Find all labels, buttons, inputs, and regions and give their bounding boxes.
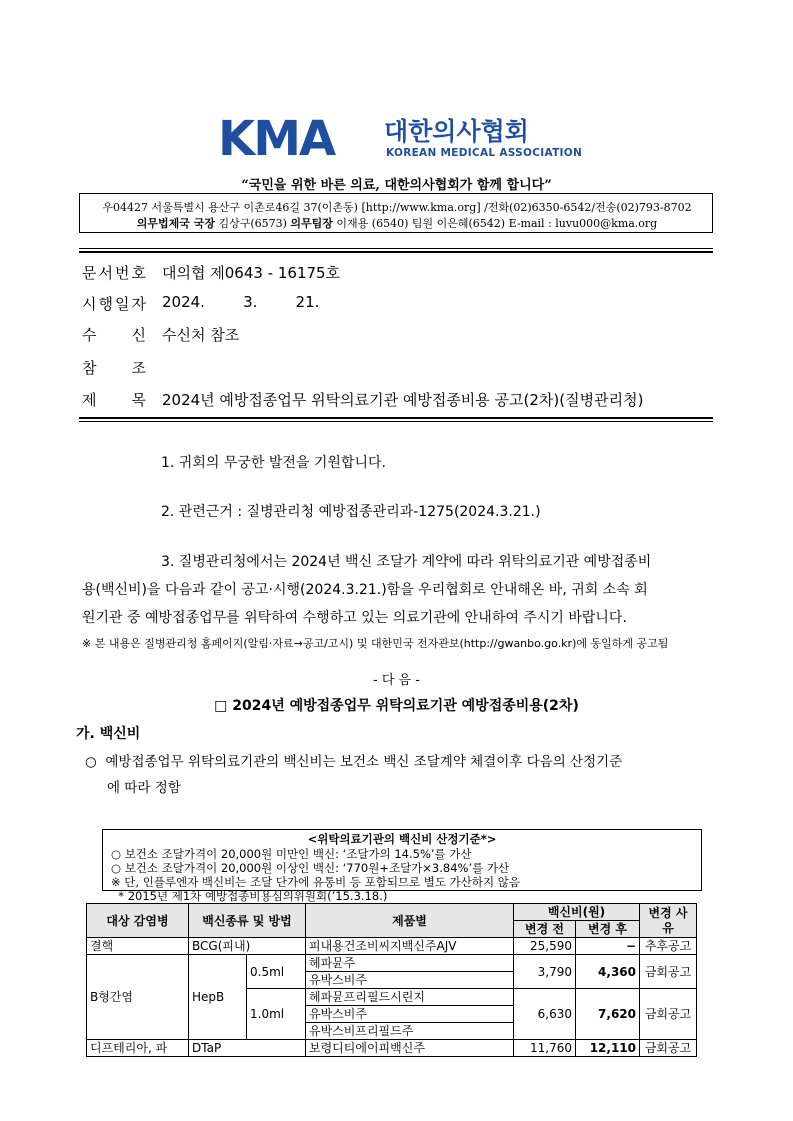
slogan: “국민을 위한 바른 의료, 대한의사협회가 함께 합니다” (241, 178, 552, 193)
meta-label: 참 조 (82, 359, 146, 377)
cell-disease: B형간염 (87, 955, 189, 1040)
bullet-line-1: ○ 예방접종업무 위탁의료기관의 백신비는 보건소 백신 조달계약 체결이후 다음의 산정기준 (85, 754, 623, 770)
cell-after: 12,110 (576, 1040, 640, 1057)
dept-title: 의무법제국 국장 (136, 217, 215, 230)
cell-disease: 결핵 (87, 938, 189, 955)
dept-head: 김상구(6573) (214, 217, 291, 230)
cell-product: 유박스비프리필드주 (306, 1023, 514, 1040)
criteria-title: <위탁의료기관의 백신비 산정기준*> (307, 832, 497, 846)
meta-value: 2024년 예방접종업무 위탁의료기관 예방접종비용 공고(2차)(질병관리청) (162, 391, 644, 409)
paragraph-3-line-3: 원기관 중 예방접종업무를 위탁하여 수행하고 있는 의료기관에 안내하여 주시기 바랍니다. (82, 610, 627, 626)
address-line-1: 우04427 서울특별시 용산구 이촌로46길 37(이촌동) [http://www.kma.org] /전화(02)6350-6542/전송(02)793-8702 (102, 201, 692, 214)
header-product: 제품별 (306, 904, 514, 938)
notice-note: ※ 본 내용은 질병관리청 홈페이지(알림·자료→공고/고시) 및 대한민국 전자관보(http://gwanbo.go.kr)에 동일하게 공고됨 (82, 637, 669, 650)
cell-disease: 디프테리아, 파 (87, 1040, 189, 1057)
table-row (87, 938, 697, 955)
cell-dose: 1.0ml (247, 989, 306, 1040)
criteria-box (102, 829, 702, 903)
cell-product: 유박스비주 (306, 1006, 514, 1023)
cell-reason: 금회공고 (640, 955, 697, 989)
top-divider (79, 248, 713, 253)
cell-product: 보령디티에이피백신주 (306, 1040, 514, 1057)
meta-value: 2024. 3. 21. (162, 293, 320, 311)
cell-reason: 금회공고 (640, 1040, 697, 1057)
logo-en-text: KMA (218, 118, 335, 158)
header-vaccine-method: 백신종류 및 방법 (189, 904, 306, 938)
team-contact: 이재용 (6540) 팀원 이은혜(6542) E-mail : luvu000@kma.org (332, 217, 658, 230)
cell-after: 4,360 (576, 955, 640, 989)
paragraph-1: 1. 귀회의 무궁한 발전을 기원합니다. (161, 455, 386, 471)
header-before: 변경 전 (514, 921, 576, 938)
meta-row-reference (0, 357, 793, 377)
meta-row-recipient (0, 324, 793, 344)
kma-logo-mark (218, 118, 378, 158)
address-line-2 (80, 215, 714, 231)
vaccine-cost-table (86, 903, 697, 1057)
meta-row-date (0, 293, 793, 313)
table-row (87, 1040, 697, 1057)
cell-product: 유박스비주 (306, 972, 514, 989)
address-box (79, 193, 713, 233)
cell-after: 7,620 (576, 989, 640, 1040)
criteria-line-2: ○ 보건소 조달가격이 20,000원 이상인 백신: ‘770원+조달가×3.84%’를 가산 (111, 861, 510, 875)
criteria-line-4: * 2015년 제1차 예방접종비용심의위원회(’15.3.18.) (111, 889, 388, 903)
cell-vaccine: BCG(피내) (189, 938, 306, 955)
cell-before: 25,590 (514, 938, 576, 955)
meta-label: 수 신 (82, 326, 146, 344)
header-disease: 대상 감염병 (87, 904, 189, 938)
cell-product: 피내용건조비씨지백신주AJV (306, 938, 514, 955)
section-title: □ 2024년 예방접종업무 위탁의료기관 예방접종비용(2차) (214, 698, 579, 714)
bullet-line-2: 에 따라 정함 (107, 780, 181, 796)
cell-before: 3,790 (514, 955, 576, 989)
cell-reason: 금회공고 (640, 989, 697, 1040)
meta-bottom-divider (79, 417, 713, 422)
meta-row-doc-number (0, 262, 793, 282)
table-row (87, 955, 697, 972)
meta-label: 제 목 (82, 391, 146, 409)
sub-title: 가. 백신비 (76, 726, 141, 742)
logo-english-name: KOREAN MEDICAL ASSOCIATION (386, 147, 583, 159)
criteria-line-1: ○ 보건소 조달가격이 20,000원 미만인 백신: ‘조달가의 14.5%’를 가산 (111, 847, 472, 861)
cell-dose: 0.5ml (247, 955, 306, 989)
paragraph-3-line-1: 3. 질병관리청에서는 2024년 백신 조달가 계약에 따라 위탁의료기관 예방접종비 (161, 554, 652, 570)
cell-before: 11,760 (514, 1040, 576, 1057)
meta-value: 수신처 참조 (162, 326, 240, 344)
header-reason: 변경 사유 (640, 904, 697, 938)
meta-value: 대의협 제0643 - 16175호 (162, 264, 341, 282)
cell-product: 헤파뮨주 (306, 955, 514, 972)
logo-korean-name: 대한의사협회 (384, 117, 529, 146)
cell-vaccine: HepB (189, 955, 247, 1040)
cell-vaccine: DTaP (189, 1040, 306, 1057)
meta-label: 문 서 번 호 (82, 264, 146, 282)
meta-row-subject (0, 389, 793, 409)
table-header-row (87, 904, 697, 921)
team-title: 의무팀장 (290, 217, 333, 230)
cell-before: 6,630 (514, 989, 576, 1040)
header-after: 변경 후 (576, 921, 640, 938)
cell-product: 헤파뮨프리필드시린지 (306, 989, 514, 1006)
da-eum-heading: - 다 음 - (373, 673, 420, 688)
header-vaccine-cost: 백신비(원) (514, 904, 640, 921)
paragraph-2: 2. 관련근거 : 질병관리청 예방접종관리과-1275(2024.3.21.) (161, 504, 541, 520)
cell-after: − (576, 938, 640, 955)
criteria-line-3: ※ 단, 인플루엔자 백신비는 조달 단가에 유통비 등 포함되므로 별도 가산하지 않음 (111, 875, 520, 889)
meta-label: 시 행 일 자 (82, 295, 146, 313)
paragraph-3-line-2: 용(백신비)을 다음과 같이 공고·시행(2024.3.21.)함을 우리협회로 안내해온 바, 귀회 소속 회 (82, 582, 648, 598)
cell-reason: 추후공고 (640, 938, 697, 955)
